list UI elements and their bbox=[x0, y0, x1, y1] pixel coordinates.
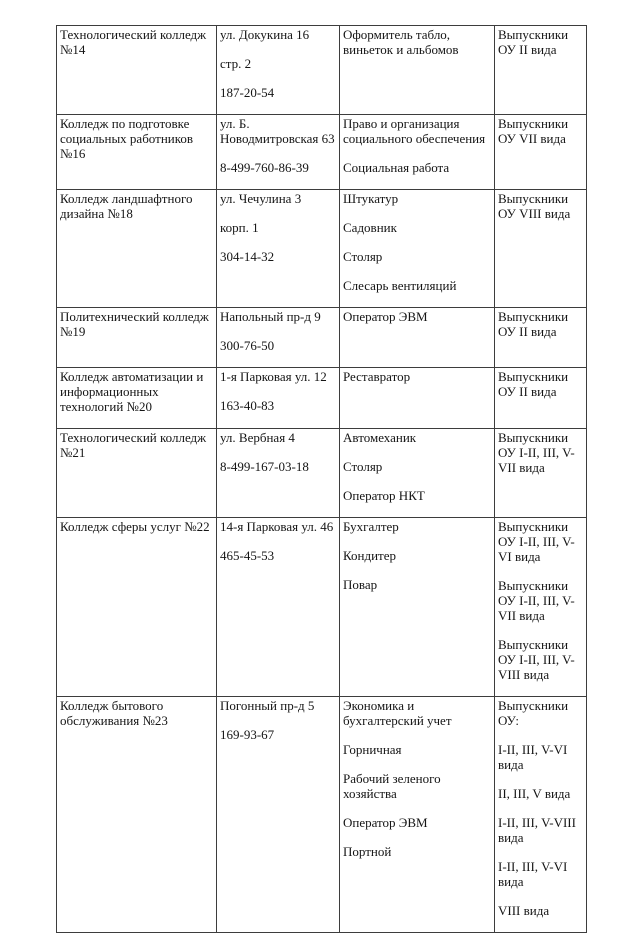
cell-line: ул. Чечулина 3 bbox=[220, 191, 302, 206]
cell-line: I-II, III, V-VI вида bbox=[498, 742, 568, 772]
professions-cell bbox=[340, 190, 495, 308]
cell-line: Портной bbox=[343, 844, 392, 859]
cell-line: I-II, III, V-VI вида bbox=[498, 859, 568, 889]
cell-line: Технологический колледж №21 bbox=[60, 430, 207, 460]
cell-line: Штукатур bbox=[343, 191, 399, 206]
address-cell bbox=[217, 26, 340, 115]
cell-line: 187-20-54 bbox=[220, 85, 275, 100]
college-cell bbox=[57, 518, 217, 697]
table-row bbox=[57, 697, 587, 933]
table-row bbox=[57, 190, 587, 308]
cell-line: Технологический колледж №14 bbox=[60, 27, 207, 57]
cell-line: Выпускники ОУ VIII вида bbox=[498, 191, 571, 221]
college-cell bbox=[57, 308, 217, 368]
cell-line: Реставратор bbox=[343, 369, 411, 384]
cell-line: ул. Б. Новодмитровская 63 bbox=[220, 116, 335, 146]
cell-line: 8-499-167-03-18 bbox=[220, 459, 309, 474]
address-cell bbox=[217, 429, 340, 518]
address-cell bbox=[217, 518, 340, 697]
cell-line: ул. Вербная 4 bbox=[220, 430, 295, 445]
cell-line: I-II, III, V-VIII вида bbox=[498, 815, 576, 845]
college-cell bbox=[57, 26, 217, 115]
cell-line: II, III, V вида bbox=[498, 786, 571, 801]
graduates-cell bbox=[495, 190, 587, 308]
table-row bbox=[57, 518, 587, 697]
cell-line: Колледж ландшафтного дизайна №18 bbox=[60, 191, 193, 221]
cell-line: Выпускники ОУ I-II, III, V-VII вида bbox=[498, 430, 575, 475]
cell-line: Слесарь вентиляций bbox=[343, 278, 457, 293]
graduates-cell bbox=[495, 368, 587, 429]
cell-line: Оператор ЭВМ bbox=[343, 309, 428, 324]
graduates-cell bbox=[495, 518, 587, 697]
address-cell bbox=[217, 115, 340, 190]
professions-cell bbox=[340, 368, 495, 429]
address-cell bbox=[217, 190, 340, 308]
professions-cell bbox=[340, 518, 495, 697]
cell-line: Колледж бытового обслуживания №23 bbox=[60, 698, 168, 728]
cell-line: 8-499-760-86-39 bbox=[220, 160, 309, 175]
graduates-cell bbox=[495, 697, 587, 933]
cell-line: Автомеханик bbox=[343, 430, 417, 445]
cell-line: Политехнический колледж №19 bbox=[60, 309, 209, 339]
cell-line: 465-45-53 bbox=[220, 548, 275, 563]
cell-line: Столяр bbox=[343, 249, 383, 264]
college-cell bbox=[57, 190, 217, 308]
cell-line: 304-14-32 bbox=[220, 249, 275, 264]
cell-line: 169-93-67 bbox=[220, 727, 275, 742]
address-cell bbox=[217, 308, 340, 368]
cell-line: 300-76-50 bbox=[220, 338, 275, 353]
address-cell bbox=[217, 368, 340, 429]
cell-line: Садовник bbox=[343, 220, 397, 235]
table-row bbox=[57, 115, 587, 190]
cell-line: Социальная работа bbox=[343, 160, 450, 175]
cell-line: корп. 1 bbox=[220, 220, 259, 235]
graduates-cell bbox=[495, 429, 587, 518]
cell-line: 1-я Парковая ул. 12 bbox=[220, 369, 327, 384]
cell-line: ул. Докукина 16 bbox=[220, 27, 310, 42]
cell-line: Оператор НКТ bbox=[343, 488, 425, 503]
cell-line: Выпускники ОУ I-II, III, V-VII вида bbox=[498, 578, 575, 623]
cell-line: Оператор ЭВМ bbox=[343, 815, 428, 830]
college-cell bbox=[57, 368, 217, 429]
cell-line: стр. 2 bbox=[220, 56, 252, 71]
address-cell bbox=[217, 697, 340, 933]
cell-line: Выпускники ОУ I-II, III, V-VI вида bbox=[498, 519, 575, 564]
professions-cell bbox=[340, 26, 495, 115]
cell-line: Бухгалтер bbox=[343, 519, 399, 534]
cell-line: Выпускники ОУ II вида bbox=[498, 309, 569, 339]
cell-line: 14-я Парковая ул. 46 bbox=[220, 519, 334, 534]
cell-line: Выпускники ОУ: bbox=[498, 698, 569, 728]
cell-line: Выпускники ОУ I-II, III, V-VIII вида bbox=[498, 637, 575, 682]
professions-cell bbox=[340, 115, 495, 190]
cell-line: Выпускники ОУ II вида bbox=[498, 27, 569, 57]
cell-line: Колледж автоматизации и информационных технологий №20 bbox=[60, 369, 204, 414]
cell-line: Кондитер bbox=[343, 548, 397, 563]
cell-line: Выпускники ОУ VII вида bbox=[498, 116, 569, 146]
cell-line: Колледж по подготовке социальных работников №16 bbox=[60, 116, 194, 161]
college-cell bbox=[57, 115, 217, 190]
cell-line: Выпускники ОУ II вида bbox=[498, 369, 569, 399]
cell-line: Повар bbox=[343, 577, 378, 592]
professions-cell bbox=[340, 697, 495, 933]
cell-line: Погонный пр-д 5 bbox=[220, 698, 315, 713]
college-cell bbox=[57, 429, 217, 518]
cell-line: Горничная bbox=[343, 742, 402, 757]
cell-line: Столяр bbox=[343, 459, 383, 474]
cell-line: Колледж сферы услуг №22 bbox=[60, 519, 210, 534]
college-cell bbox=[57, 697, 217, 933]
cell-line: 163-40-83 bbox=[220, 398, 275, 413]
cell-line: Экономика и бухгалтерский учет bbox=[343, 698, 452, 728]
table-row bbox=[57, 368, 587, 429]
table-row bbox=[57, 429, 587, 518]
graduates-cell bbox=[495, 26, 587, 115]
cell-line: Оформитель табло, виньеток и альбомов bbox=[343, 27, 459, 57]
cell-line: Право и организация социального обеспечения bbox=[343, 116, 486, 146]
graduates-cell bbox=[495, 115, 587, 190]
cell-line: Напольный пр-д 9 bbox=[220, 309, 321, 324]
cell-line: Рабочий зеленого хозяйства bbox=[343, 771, 441, 801]
professions-cell bbox=[340, 308, 495, 368]
table-row bbox=[57, 26, 587, 115]
graduates-cell bbox=[495, 308, 587, 368]
cell-line: VIII вида bbox=[498, 903, 550, 918]
table-row bbox=[57, 308, 587, 368]
colleges-table bbox=[56, 25, 587, 933]
professions-cell bbox=[340, 429, 495, 518]
